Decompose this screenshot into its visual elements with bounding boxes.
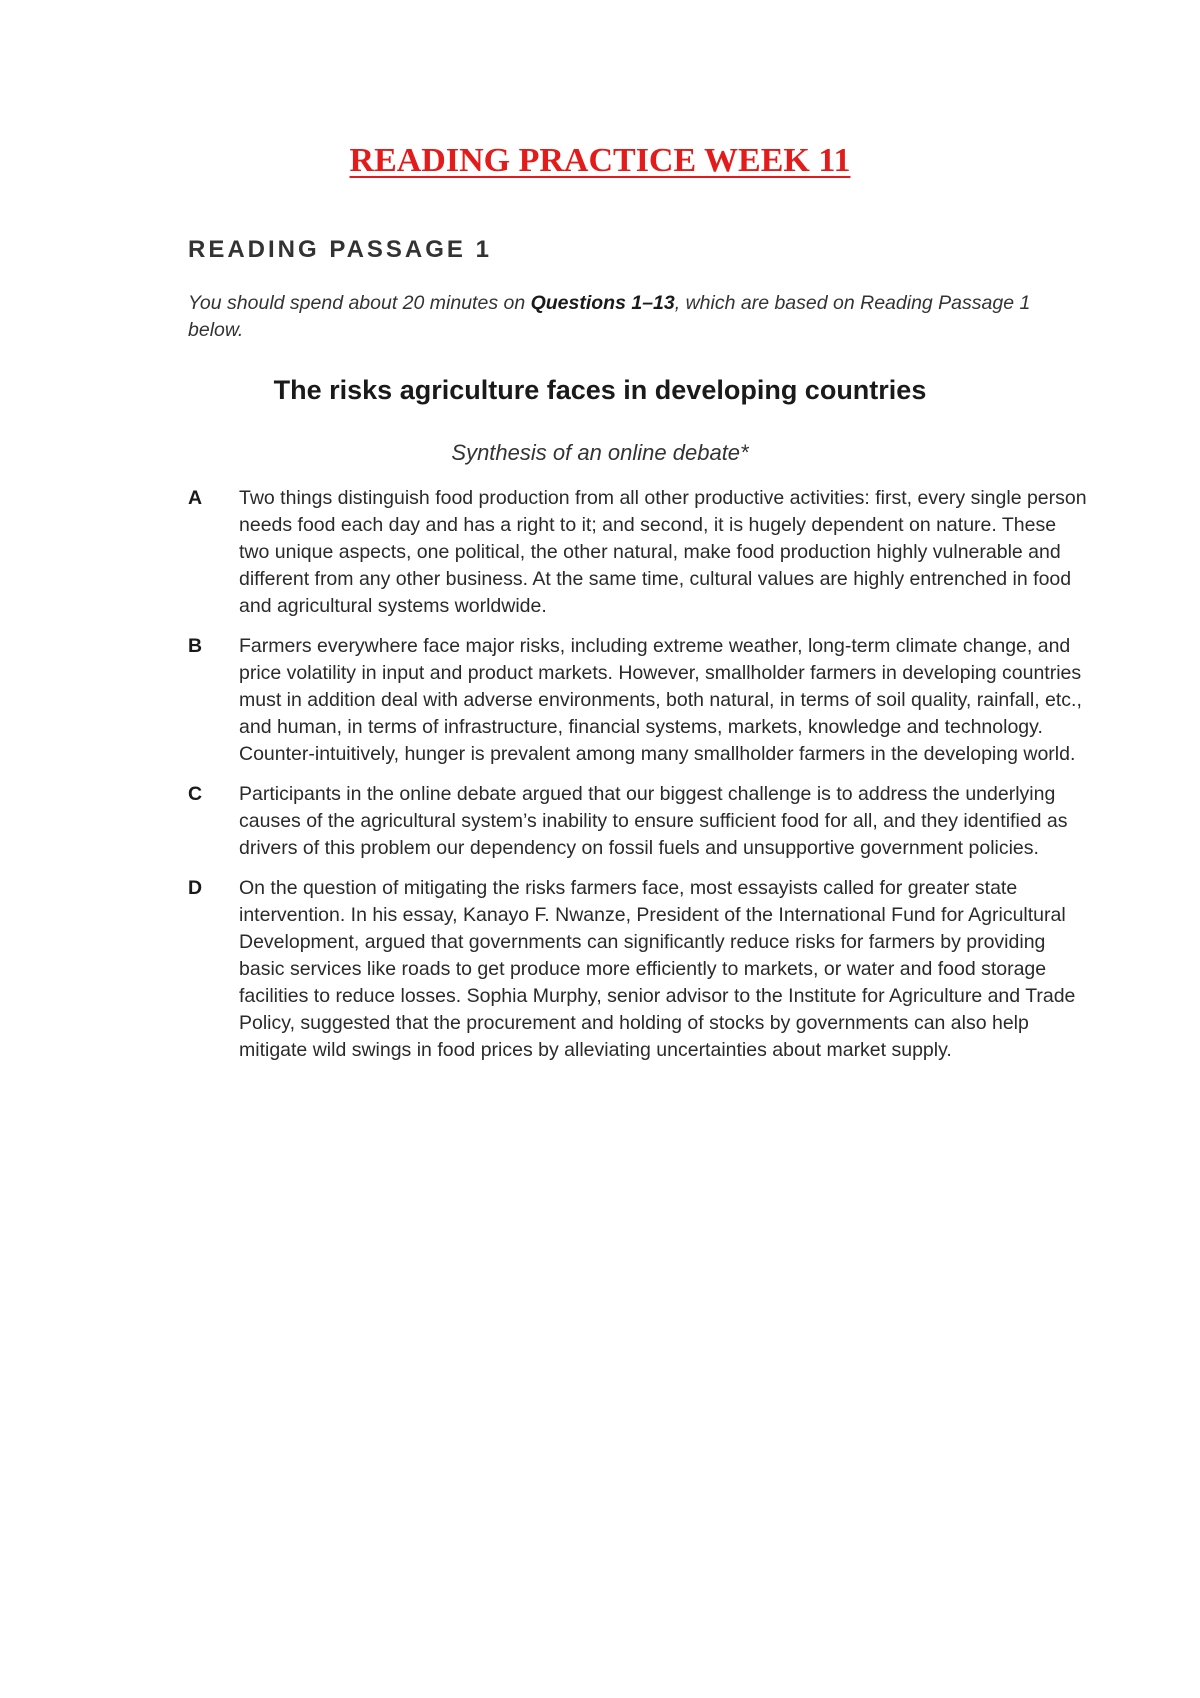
section-letter: A	[188, 487, 203, 509]
article-title: The risks agriculture faces in developing countries	[273, 375, 927, 405]
passage-heading: READING PASSAGE 1	[188, 236, 492, 263]
instructions	[188, 290, 1068, 344]
section-c	[188, 781, 1088, 862]
section-a	[188, 485, 1088, 620]
section-b	[188, 633, 1088, 768]
section-letter: D	[188, 877, 203, 899]
passage-sections	[188, 485, 1088, 1077]
instructions-text-start: You should spend about 20 minutes on	[188, 292, 531, 314]
article-subtitle: Synthesis of an online debate*	[451, 440, 749, 465]
section-paragraph: Farmers everywhere face major risks, including extreme weather, long-term climate change, and price volatility in input and product markets. However, smallholder farmers in developing countries must in addition deal with adverse environments, both natural, in terms of soil quality, rainfall, etc., and human, in terms of infrastructure, financial systems, markets, knowledge and technology. Counter-intuitively, hunger is prevalent among many smallholder farmers in the developing world.	[239, 635, 1082, 765]
section-paragraph: Two things distinguish food production from all other productive activities: first, every single person needs food each day and has a right to it; and second, it is hugely dependent on nature. These two unique aspects, one political, the other natural, make food production highly vulnerable and different from any other business. At the same time, cultural values are highly entrenched in food and agricultural systems worldwide.	[239, 487, 1087, 617]
section-d	[188, 875, 1088, 1064]
section-letter: B	[188, 635, 203, 657]
instructions-text-end: , which are based on Reading Passage 1 below.	[188, 292, 1031, 341]
section-paragraph: On the question of mitigating the risks farmers face, most essayists called for greater state intervention. In his essay, Kanayo F. Nwanze, President of the International Fund for Agricultural Development, argued that governments can significantly reduce risks for farmers by providing basic services like roads to get produce more efficiently to markets, or water and food storage facilities to reduce losses. Sophia Murphy, senior advisor to the Institute for Agriculture and Trade Policy, suggested that the procurement and holding of stocks by governments can also help mitigate wild swings in food prices by alleviating uncertainties about market supply.	[239, 877, 1076, 1061]
instructions-questions: Questions 1–13	[530, 292, 675, 314]
document-title: READING PRACTICE WEEK 11	[349, 142, 851, 179]
section-paragraph: Participants in the online debate argued that our biggest challenge is to address the underlying causes of the agricultural system’s inability to ensure sufficient food for all, and they identified as drivers of this problem our dependency on fossil fuels and unsupportive government policies.	[239, 783, 1068, 859]
section-letter: C	[188, 783, 203, 805]
